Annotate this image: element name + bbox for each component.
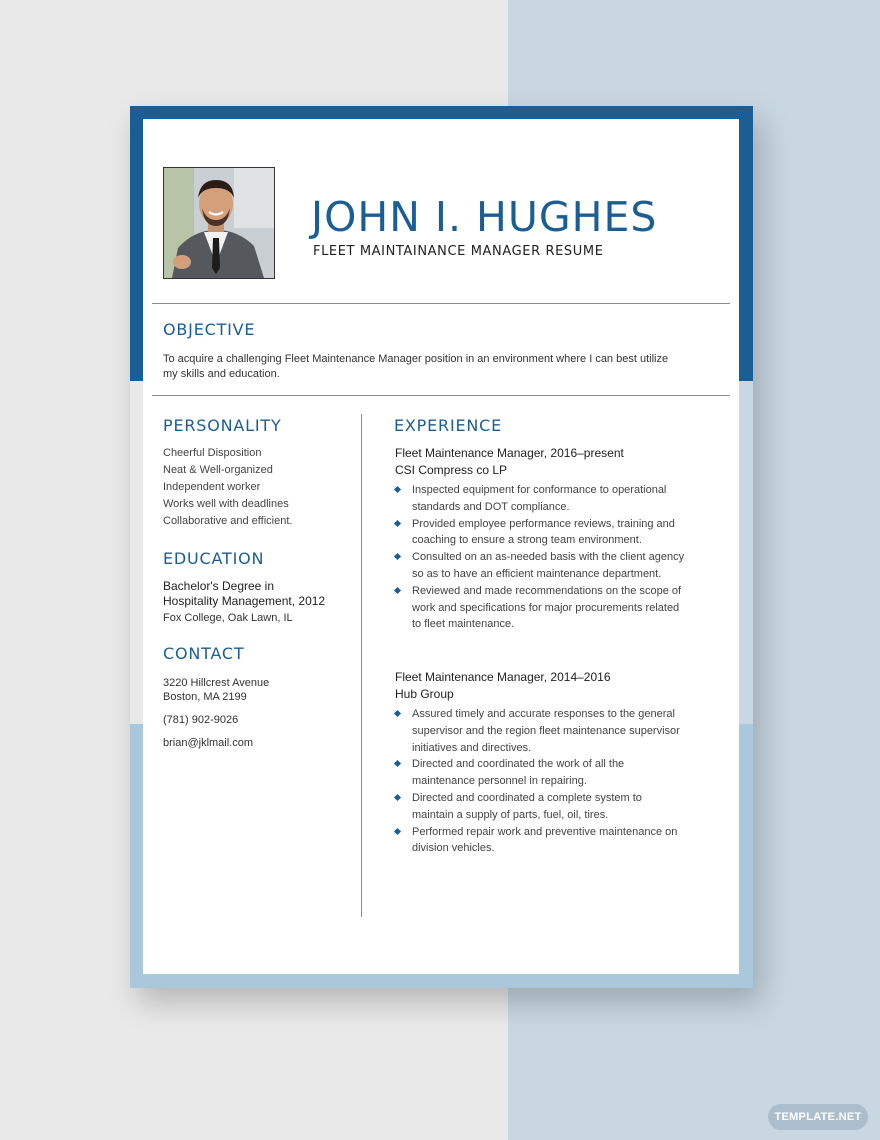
- job-company: CSI Compress co LP: [395, 463, 508, 477]
- personality-item: Independent worker: [163, 481, 261, 493]
- contact-block: [163, 676, 269, 750]
- objective-heading: OBJECTIVE: [163, 320, 256, 339]
- resume-page: [143, 119, 739, 974]
- degree-line-2: Hospitality Management, 2012: [163, 594, 326, 608]
- job-title: Fleet Maintenance Manager, 2016–present: [395, 446, 624, 460]
- list-item: Reviewed and made recommendations on the scope of work and specifications for major procurements related to fleet maintenance.: [395, 583, 685, 633]
- job-company: Hub Group: [395, 687, 454, 701]
- list-item: Directed and coordinated a complete system to maintain a supply of parts, fuel, oil, tires.: [395, 790, 685, 824]
- diamond-bullet-icon: [394, 828, 401, 835]
- phone: (781) 902-9026: [163, 714, 239, 726]
- diamond-bullet-icon: [394, 760, 401, 767]
- column-divider: [361, 414, 362, 917]
- diamond-bullet-icon: [394, 553, 401, 560]
- diamond-bullet-icon: [394, 710, 401, 717]
- personality-item: Cheerful Disposition: [163, 447, 262, 459]
- candidate-name: JOHN I. HUGHES: [311, 193, 658, 241]
- resume-subtitle: FLEET MAINTAINANCE MANAGER RESUME: [313, 244, 604, 259]
- personality-item: Collaborative and efficient.: [163, 515, 293, 527]
- degree-line-1: Bachelor's Degree in: [163, 579, 275, 593]
- personality-heading: PERSONALITY: [163, 416, 282, 435]
- list-item: Consulted on an as-needed basis with the client agency so as to have an efficient maintenance department.: [395, 549, 685, 583]
- profile-photo: [163, 167, 275, 279]
- objective-text: To acquire a challenging Fleet Maintenance Manager position in an environment where I can best utilize my skills and education.: [163, 353, 669, 380]
- objective-divider: [152, 395, 730, 396]
- address-line-2: Boston, MA 2199: [163, 691, 247, 703]
- school: Fox College, Oak Lawn, IL: [163, 612, 293, 624]
- list-item: Assured timely and accurate responses to the general supervisor and the region fleet maintenance supervisor initiatives and directives.: [395, 706, 685, 756]
- email: brian@jklmail.com: [163, 737, 254, 749]
- education-block: [163, 579, 325, 625]
- personality-list: [163, 445, 292, 530]
- diamond-bullet-icon: [394, 486, 401, 493]
- job-title: Fleet Maintenance Manager, 2014–2016: [395, 670, 611, 684]
- list-item: Performed repair work and preventive maintenance on division vehicles.: [395, 824, 685, 858]
- job-bullets: [395, 482, 685, 633]
- job-bullets: [395, 706, 685, 857]
- list-item: Inspected equipment for conformance to operational standards and DOT compliance.: [395, 482, 685, 516]
- watermark-badge[interactable]: TEMPLATE.NET: [768, 1104, 868, 1130]
- address-line-1: 3220 Hillcrest Avenue: [163, 677, 270, 689]
- personality-item: Neat & Well-organized: [163, 464, 273, 476]
- education-heading: EDUCATION: [163, 549, 265, 568]
- diamond-bullet-icon: [394, 587, 401, 594]
- diamond-bullet-icon: [394, 794, 401, 801]
- header-divider: [152, 303, 730, 304]
- personality-item: Works well with deadlines: [163, 498, 289, 510]
- experience-heading: EXPERIENCE: [394, 416, 503, 435]
- list-item: Provided employee performance reviews, training and coaching to ensure a strong team environment.: [395, 516, 685, 550]
- contact-heading: CONTACT: [163, 644, 245, 663]
- diamond-bullet-icon: [394, 520, 401, 527]
- list-item: Directed and coordinated the work of all the maintenance personnel in repairing.: [395, 756, 685, 790]
